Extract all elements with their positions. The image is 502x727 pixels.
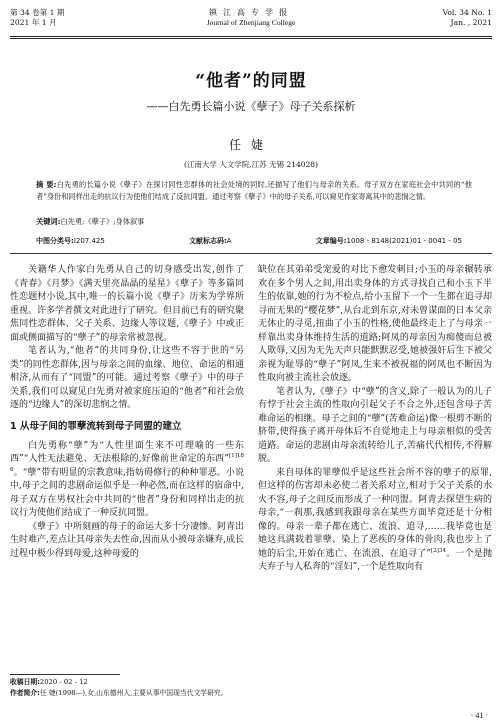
paragraph-text: 来自母体的罪孽似乎是这些社会所不容的孽子的原罪,但这样的伤害却未必使二者关系对立,相对于父子关系的水火不容,母子之间反而形成了一种同盟。阿青去探望生病的母亲,“一刹那,我感到我跟母亲在某些方面毕竟还是十分相像的。母亲一辈子都在逃亡、流浪、追寻,……我毕竟也是她这具满载着罪孽、染上了恶疾的身体的骨肉,我也步上了她的后尘,开始在逃亡、在流浪、在追寻了” (258, 467, 492, 559)
section-heading: 1 从母子间的罪孽流转到母子同盟的建立 (10, 420, 182, 432)
page-number: · 41 · (470, 711, 488, 720)
article-title: “他者”的同盟 (195, 71, 307, 91)
body-paragraph: 缺位在其弟弟受宠爱的对比下愈发刺目;小玉的母亲辗转承欢在多个男人之间,用出卖身体的方式寻找自己和小玉下半生的依靠,她的行为不检点,给小玉留下一个一生都在追寻却寻而无果的“樱花梦”,从台北到东京,对未曾谋面的日本父亲无休止的寻觅,扭曲了小玉的性格,使他最终走上了与母亲一样靠出卖身体维持生活的道路;阿凤的母亲因为痴傻而总被人欺辱,又因为无先天声只能默默忍受,她被强奸后生下被父亲视为耻辱的“孽子”阿凤,生来不被祝福的阿凤也不断因为性取向被主流社会放逐。 (258, 265, 492, 383)
paragraph-text: 。一个是抛夫弃子与人私奔的“淫妇”,一个是性取向有 (258, 548, 492, 572)
classification-meta (36, 236, 462, 246)
body-paragraph: 笔者认为,“他者”的共同身份,让这些不容于世的“另类”的同性恋群体,因与母亲之间的血缘、地位、命运的相通相济,从而有了“同盟”的可能。通过考察《孽子》中的母子关系,我们可以窥见白先勇对被家庭压迫的“他者”和社会放逐的“边缘人”的深切悲悯之情。 (10, 346, 244, 410)
citation-ref: [2]34 (431, 547, 447, 554)
meta-rule (10, 253, 492, 254)
abstract (36, 179, 472, 203)
paragraph-text: 白先勇称“孽”为“人性里面生来不可理喻的一些东西”“人性无法避免、无法根除的,好像前世命定的东西” (10, 440, 244, 464)
body-paragraph (258, 467, 492, 575)
abstract-label: 摘 要: (36, 180, 57, 189)
keywords-text: 白先勇;《孽子》;身体叙事 (60, 217, 145, 226)
keywords-label: 关键词: (36, 217, 61, 226)
author-bio-text: 任 婕(1998—),女,山东德州人,主要从事中国现当代文学研究。 (39, 689, 228, 697)
document-code-label: 文献标志码: (188, 237, 227, 245)
clc-number (36, 236, 105, 246)
article-number-value: 1008 - 8148(2021)01 - 0041 - 05 (346, 237, 462, 245)
citation-ref: [1]186 (10, 453, 244, 473)
document-code-value: A (226, 237, 232, 245)
article-author: 任婕 (228, 138, 273, 152)
article-subtitle: ——白先勇长篇小说《孽子》母子关系探析 (146, 100, 356, 113)
keywords (36, 216, 472, 228)
body-column-right (258, 264, 492, 575)
clc-label: 中图分类号: (36, 237, 74, 245)
author-bio (10, 688, 492, 699)
footnotes (10, 677, 492, 699)
body-paragraph (10, 440, 244, 521)
header-volume-issue-en: Vol. 34 No. 1 (442, 8, 492, 17)
author-affiliation: (江南大学 人文学院,江苏 无锡 214028) (183, 160, 319, 169)
author-bio-label: 作者简介: (10, 689, 40, 697)
received-value: 2020 - 02 - 12 (39, 678, 88, 686)
body-paragraph: 笔者认为,《孽子》中“孽”的含义,除了一般认为的儿子有悖于社会主流的性取向引起父子不合之外,还包含母子苦难命运的相继。母子之间的“孽”(苦难命运)像一根剪不断的脐带,使得孩子离开母体后不自觉地走上与母亲相似的受苦道路。命运的悲剧由母亲流转给儿子,苦痛代代相传,不得解脱。 (258, 386, 492, 464)
received-label: 收稿日期: (10, 678, 40, 686)
article-number-label: 文章编号: (315, 237, 347, 245)
header-rule-thin (10, 38, 492, 39)
body-paragraph: 《孽子》中所刻画的母子的命运大多十分凄惨。阿青出生时难产,差点让其母亲失去性命,因而从小被母亲嫌弃,成长过程中极少得到母爱,这种母爱的 (10, 521, 245, 559)
clc-value: I207.425 (73, 237, 105, 245)
received-date (10, 677, 492, 688)
body-paragraph: 关籍华人作家白先勇从自己的切身感受出发,创作了《青春》《月梦》《满天里亮晶晶的星星》《孽子》等多篇同性恋题材小说,其中,唯一的长篇小说《孽子》历来为学界所重视。许多学者撰文对此进行了研究。但目前已有的研究聚焦同性恋群体、父子关系、边缘人等议题,《孽子》中或正面或侧面描写的“孽子”的母亲常被忽视。 (10, 265, 245, 343)
paragraph-text: 。“孽”带有明显的宗教意味,指妨碍修行的种种罪恶。小说中,母子之间的悲剧命运似乎是一种必然,而在这样的宿命中,母子双方在男权社会中共同的“他者”身份和同样出走的抗议行为使他们结成了一种反抗同盟。 (10, 467, 244, 518)
header-date-en: Jan. , 2021 (450, 18, 492, 27)
body-column-left (10, 264, 244, 561)
header-journal-name-en: Journal of Zhenjiang College (206, 18, 296, 27)
footnote-rule (10, 674, 120, 675)
header-date: 2021 年 1 月 (10, 18, 57, 27)
header-rule-thick (10, 36, 492, 37)
article-number (316, 236, 462, 246)
document-code (189, 236, 232, 246)
header-volume-issue: 第 34 卷第 1 期 (10, 8, 65, 17)
header-journal-name-cn: 镇江高专学报 (209, 8, 293, 17)
abstract-text: 白先勇的长篇小说《孽子》在探讨同性恋群体的社会处境的同时,还描写了他们与母亲的关系。母子双方在家庭社会中共同的“他者”身份和同样出走的抗议行为使他们结成了反抗同盟。通过考察《孽子》中的母子关系,可以窥见作家寄寓其中的悲悯之情。 (36, 180, 472, 201)
